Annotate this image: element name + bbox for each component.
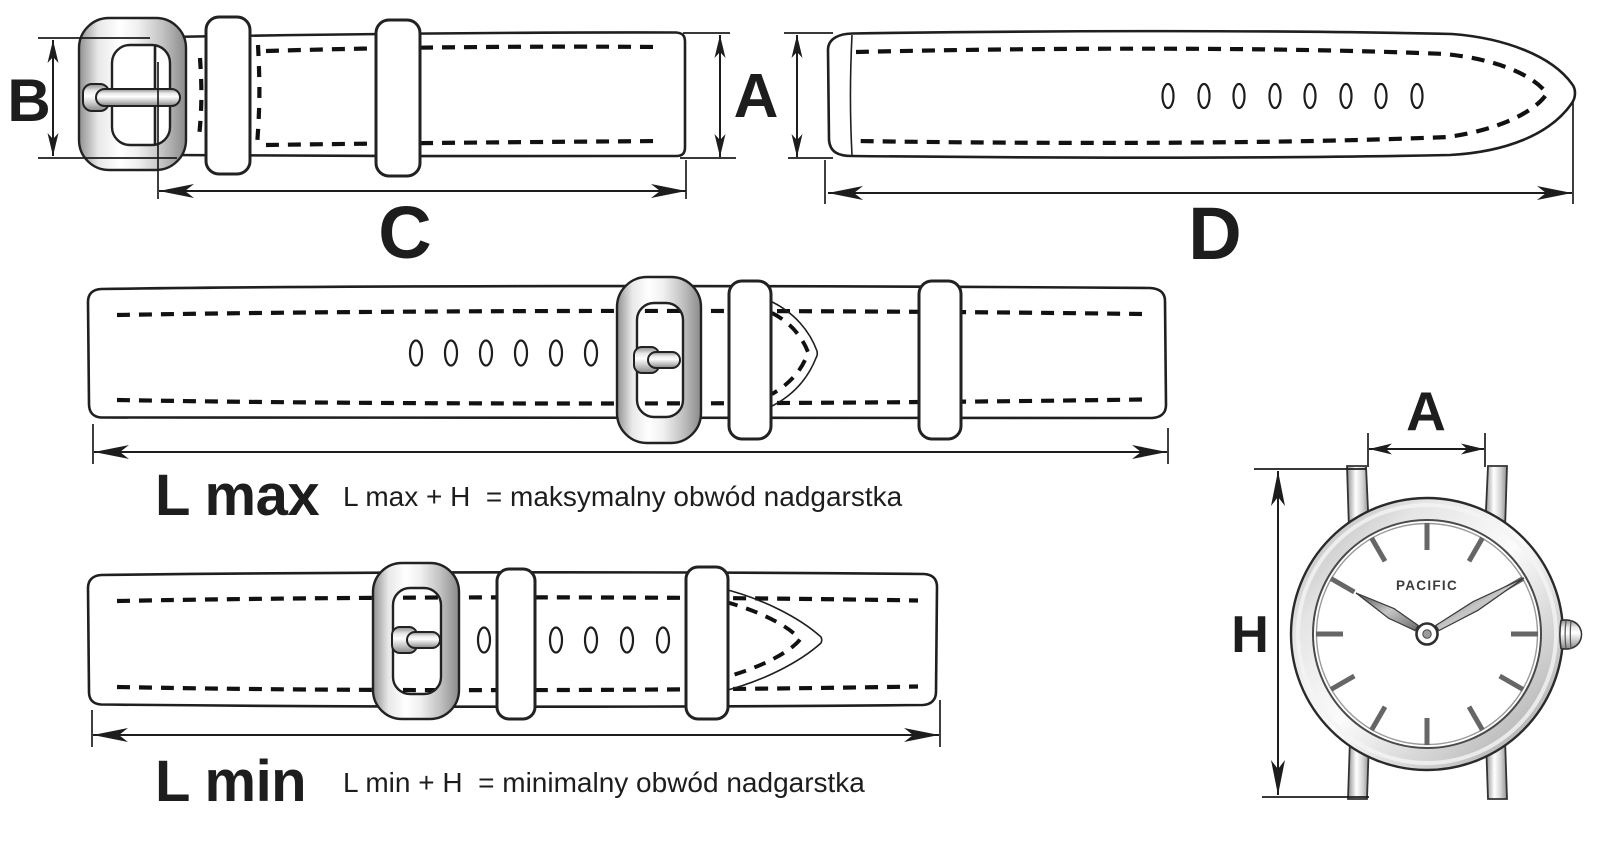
strap-keeper xyxy=(919,281,961,439)
label-c: C xyxy=(378,191,432,274)
label-h: H xyxy=(1231,606,1269,664)
buckle-prong xyxy=(407,632,440,648)
label-a-top: A xyxy=(733,62,779,131)
watch-illustration xyxy=(1291,466,1582,799)
buckle-prong xyxy=(648,352,680,368)
label-a-watch: A xyxy=(1406,380,1446,442)
watch-brand-text: PACIFIC xyxy=(1395,578,1459,593)
buckle-prong xyxy=(96,89,180,106)
lmax-strap xyxy=(88,277,1166,443)
strap-keeper xyxy=(729,281,771,439)
buckle-side-strap xyxy=(79,17,685,176)
label-lmin: L min xyxy=(155,749,307,814)
lmin-strap xyxy=(88,563,937,719)
label-lmax: L max xyxy=(155,463,320,528)
dimension-a-watch xyxy=(1368,380,1485,467)
strap-keeper xyxy=(497,569,535,719)
lmax-formula: L max + H = maksymalny obwód nadgarstka xyxy=(343,481,903,512)
hole-side-strap xyxy=(828,31,1575,157)
hands-hub-center xyxy=(1423,630,1431,638)
strap-keeper xyxy=(206,17,250,174)
lmin-formula: L min + H = minimalny obwód nadgarstka xyxy=(343,767,865,798)
label-d: D xyxy=(1188,192,1242,275)
dimension-a-top xyxy=(680,33,833,158)
label-b: B xyxy=(7,67,51,134)
strap-keeper xyxy=(686,567,728,719)
dimension-lmax xyxy=(93,424,1168,528)
strap-keeper xyxy=(376,20,420,176)
watch-crown xyxy=(1560,620,1582,649)
